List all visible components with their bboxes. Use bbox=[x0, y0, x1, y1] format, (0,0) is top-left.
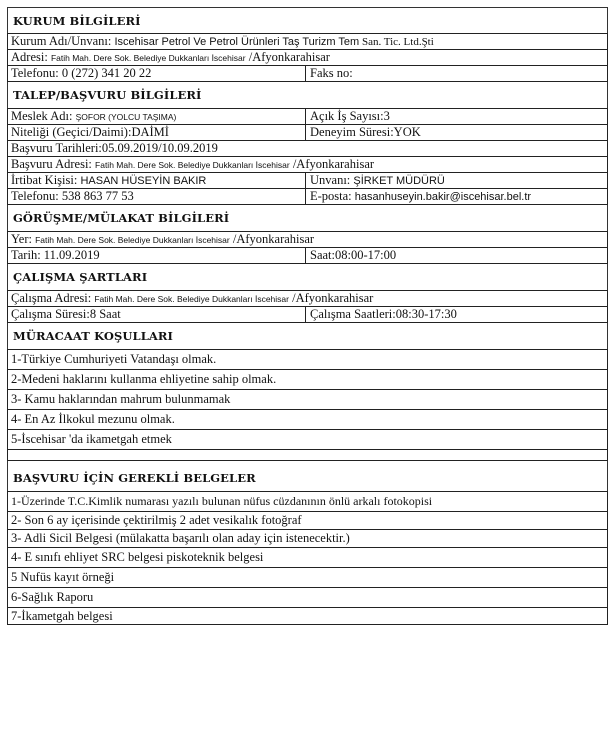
kurum-adres-value: Fatih Mah. Dere Sok. Belediye Dukkanları İscehisar bbox=[50, 53, 246, 63]
section-title-gorusme: GÖRÜŞME/MÜLAKAT BİLGİLERİ bbox=[7, 205, 608, 231]
gorusme-yer-row bbox=[7, 231, 608, 247]
eposta-label: E-posta: bbox=[310, 189, 355, 203]
meslek-row bbox=[7, 108, 608, 124]
irtibat-value: HASAN HÜSEYİN BAKIR bbox=[80, 175, 207, 187]
belge-item: 2- Son 6 ay içerisinde çektirilmiş 2 adet vesikalık fotoğraf bbox=[7, 511, 608, 529]
eposta-link[interactable]: hasanhuseyin.bakir@iscehisar.bel.tr bbox=[354, 191, 532, 203]
calisma-adres-row bbox=[7, 290, 608, 306]
irtibat-label: İrtibat Kişisi: bbox=[11, 173, 81, 187]
belge-item: 7-İkametgah belgesi bbox=[7, 607, 608, 625]
nitelik-row bbox=[7, 124, 608, 140]
kurum-faks: Faks no: bbox=[310, 66, 353, 80]
kurum-adres-row bbox=[7, 49, 608, 65]
empty-row bbox=[7, 450, 608, 461]
kurum-adi-suffix: San. Tic. Ltd.Şti bbox=[359, 36, 434, 48]
belge-item: 3- Adli Sicil Belgesi (mülakatta başarılı olan aday için istenecektir.) bbox=[7, 529, 608, 547]
calisma-adres-label: Çalışma Adresi: bbox=[11, 291, 95, 305]
gorusme-tarih: Tarih: 11.09.2019 bbox=[8, 248, 306, 263]
basvuru-adres-city: /Afyonkarahisar bbox=[289, 157, 375, 171]
section-title-kurum: KURUM BİLGİLERİ bbox=[7, 7, 608, 33]
niteligi: Niteliği (Geçici/Daimi):DAİMİ bbox=[8, 125, 306, 140]
unvan-value: ŞİRKET MÜDÜRÜ bbox=[353, 175, 445, 187]
kurum-adi-row bbox=[7, 33, 608, 49]
unvan-label: Unvanı: bbox=[310, 173, 354, 187]
kurum-telefon: Telefonu: 0 (272) 341 20 22 bbox=[8, 66, 306, 81]
basvuru-tarihleri: Başvuru Tarihleri:05.09.2019/10.09.2019 bbox=[11, 141, 218, 155]
muracaat-item: 2-Medeni haklarını kullanma ehliyetine sahip olmak. bbox=[7, 369, 608, 389]
gorusme-yer-city: /Afyonkarahisar bbox=[229, 232, 315, 246]
muracaat-item: 1-Türkiye Cumhuriyeti Vatandaşı olmak. bbox=[7, 349, 608, 369]
muracaat-item: 3- Kamu haklarından mahrum bulunmamak bbox=[7, 389, 608, 409]
calisma-adres-city: /Afyonkarahisar bbox=[288, 291, 374, 305]
belge-item: 4- E sınıfı ehliyet SRC belgesi piskoteknik belgesi bbox=[7, 547, 608, 567]
gorusme-tarih-row bbox=[7, 247, 608, 264]
basvuru-adres-row bbox=[7, 156, 608, 172]
muracaat-item: 4- En Az İlkokul mezunu olmak. bbox=[7, 409, 608, 429]
basvuru-tarihleri-row bbox=[7, 140, 608, 156]
kurum-adi-value: Iscehisar Petrol Ve Petrol Ürünleri Taş Turizm Tem bbox=[114, 36, 360, 48]
section-title-talep: TALEP/BAŞVURU BİLGİLERİ bbox=[7, 82, 608, 108]
basvuru-adres-value: Fatih Mah. Dere Sok. Belediye Dukkanları İscehisar bbox=[95, 160, 290, 170]
kurum-adres-city: /Afyonkarahisar bbox=[245, 50, 330, 64]
section-title-muracaat: MÜRACAAT KOŞULLARI bbox=[7, 323, 608, 349]
meslek-value: ŞOFOR (YOLCU TAŞIMA) bbox=[75, 112, 177, 122]
gorusme-saat: Saat:08:00-17:00 bbox=[310, 248, 397, 262]
calisma-suresi: Çalışma Süresi:8 Saat bbox=[8, 307, 306, 322]
gorusme-yer-label: Yer: bbox=[11, 232, 36, 246]
gorusme-yer-value: Fatih Mah. Dere Sok. Belediye Dukkanları İscehisar bbox=[35, 235, 230, 245]
section-title-calisma: ÇALIŞMA ŞARTLARI bbox=[7, 264, 608, 290]
belge-item: 1-Üzerinde T.C.Kimlik numarası yazılı bulunan nüfus cüzdanının önlü arkalı fotokopisi bbox=[7, 491, 608, 511]
calisma-sure-row bbox=[7, 306, 608, 323]
calisma-adres-value: Fatih Mah. Dere Sok. Belediye Dukkanları İscehisar bbox=[94, 294, 289, 304]
talep-telefon: Telefonu: 538 863 77 53 bbox=[8, 189, 306, 204]
document bbox=[7, 7, 608, 625]
kurum-telefon-row bbox=[7, 65, 608, 82]
talep-telefon-row bbox=[7, 188, 608, 205]
acik-is-sayisi: Açık İş Sayısı:3 bbox=[310, 109, 390, 123]
kurum-adres-label: Adresi: bbox=[11, 50, 51, 64]
kurum-adi-label: Kurum Adı/Unvanı: bbox=[11, 34, 115, 48]
deneyim-suresi: Deneyim Süresi:YOK bbox=[310, 125, 421, 139]
muracaat-item: 5-İscehisar 'da ikametgah etmek bbox=[7, 429, 608, 450]
section-title-belgeler: BAŞVURU İÇİN GEREKLİ BELGELER bbox=[7, 461, 608, 491]
calisma-saatleri: Çalışma Saatleri:08:30-17:30 bbox=[310, 307, 457, 321]
irtibat-row bbox=[7, 172, 608, 188]
belge-item: 6-Sağlık Raporu bbox=[7, 587, 608, 607]
basvuru-adres-label: Başvuru Adresi: bbox=[11, 157, 96, 171]
meslek-label: Meslek Adı: bbox=[11, 109, 76, 123]
belge-item: 5 Nufüs kayıt örneği bbox=[7, 567, 608, 587]
